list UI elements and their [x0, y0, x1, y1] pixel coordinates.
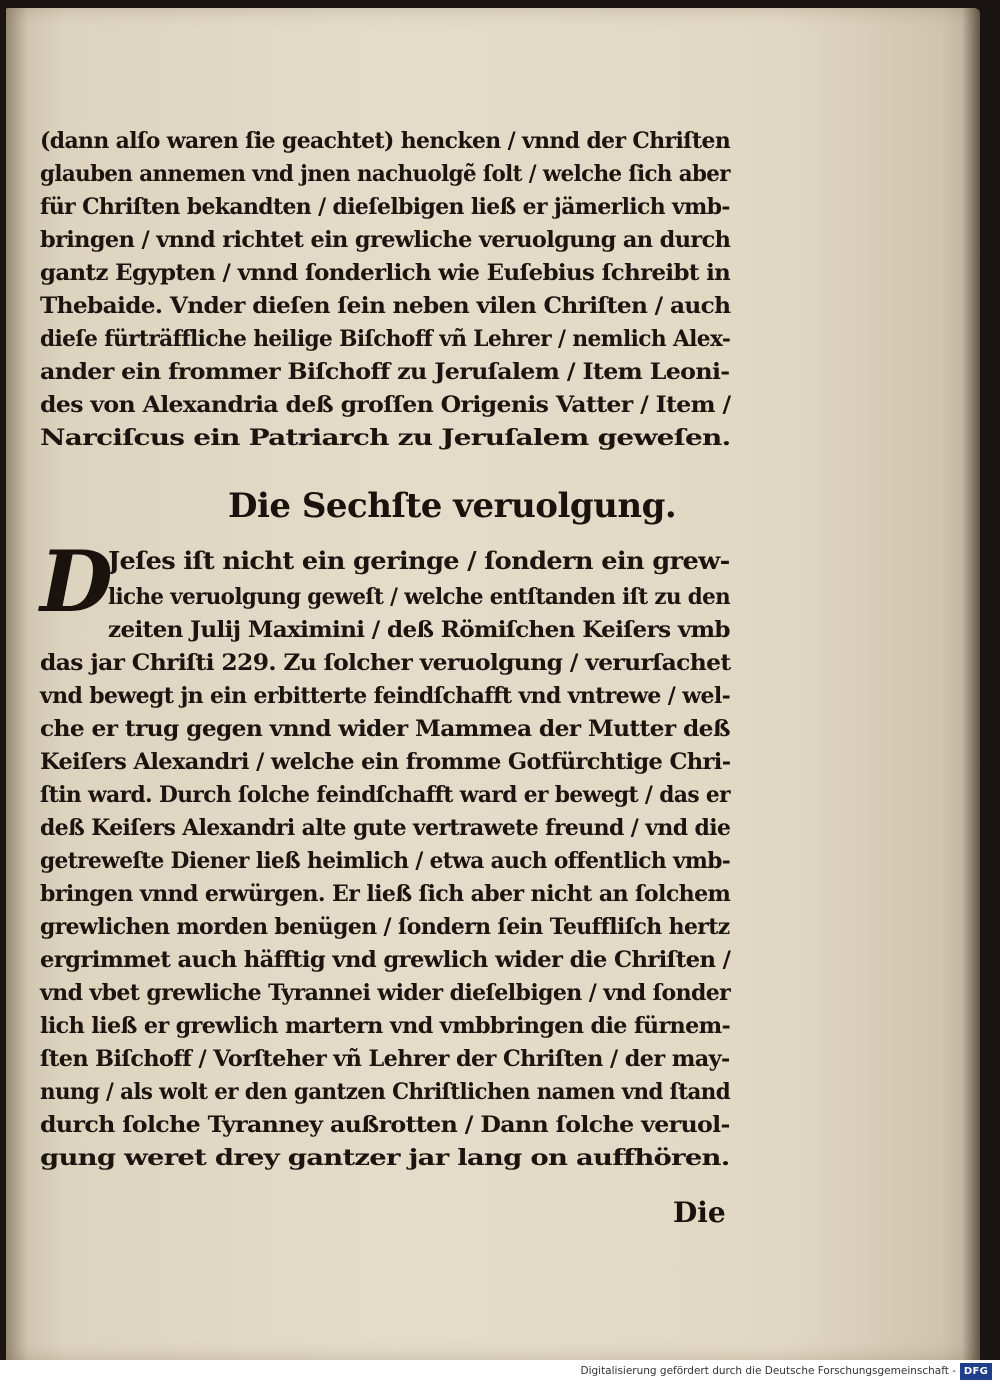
text-line: getreweſte Diener ließ heimlich / etwa auch offentlich vmb- — [40, 848, 731, 874]
text-line: für Chriſten bekandten / dieſelbigen ließ er jämerlich vmb- — [40, 194, 730, 220]
text-line: nung / als wolt er den gantzen Chriſtlichen namen vnd ſtand — [40, 1079, 731, 1105]
catchword: Die — [673, 1196, 726, 1229]
decorated-initial: D — [40, 532, 113, 631]
text-line: vnd bewegt jn ein erbitterte feindſchafft vnd vntrewe / wel- — [40, 683, 731, 709]
text-line: Keiſers Alexandri / welche ein fromme Gotfürchtige Chri- — [40, 749, 731, 775]
text-line: gung weret drey gantzer jar lang on auffhören. — [40, 1145, 730, 1171]
book-page — [6, 8, 980, 1360]
text-line: gantz Egypten / vnnd ſonderlich wie Euſebius ſchreibt in — [40, 260, 731, 286]
dfg-logo: DFG — [960, 1363, 992, 1380]
text-line: lich ließ er grewlich martern vnd vmbbringen die fürnem- — [40, 1013, 731, 1039]
text-line: Narciſcus ein Patriarch zu Jeruſalem geweſen. — [40, 425, 731, 451]
section-heading: Die Sechſte veruolgung. — [228, 486, 677, 526]
text-line: dieſe fürträffliche heilige Biſchoff vñ Lehrer / nemlich Alex- — [40, 326, 731, 352]
text-line: ſten Biſchoff / Vorſteher vñ Lehrer der Chriſten / der may- — [40, 1046, 730, 1072]
text-line: liche veruolgung geweſt / welche entſtanden iſt zu den — [108, 584, 731, 610]
text-line: des von Alexandria deß groſſen Origenis Vatter / Item / — [40, 392, 731, 418]
text-line: (dann alſo waren ſie geachtet) hencken / vnnd der Chriſten — [40, 128, 731, 154]
text-line: ander ein frommer Biſchoff zu Jeruſalem / Item Leoni- — [40, 359, 730, 385]
text-line: vnd vbet grewliche Tyrannei wider dieſelbigen / vnd ſonder — [40, 980, 731, 1006]
text-line: bringen vnnd erwürgen. Er ließ ſich aber nicht an ſolchem — [40, 881, 731, 907]
text-line: zeiten Julij Maximini / deß Römiſchen Keiſers vmb — [108, 617, 730, 643]
footer-bar — [0, 1360, 1000, 1384]
text-line: bringen / vnnd richtet ein grewliche veruolgung an durch — [40, 227, 731, 253]
text-line: grewlichen morden benügen / ſondern ſein Teuffliſch hertz — [40, 914, 730, 940]
text-line: ſtin ward. Durch ſolche feindſchafft ward er bewegt / das er — [40, 782, 730, 808]
text-line: Thebaide. Vnder dieſen ſein neben vilen Chriſten / auch — [40, 293, 731, 319]
text-line: durch ſolche Tyranney außrotten / Dann ſolche veruol- — [40, 1112, 730, 1138]
funding-credit: Digitalisierung gefördert durch die Deutsche Forschungsgemeinschaft - — [580, 1365, 956, 1377]
text-line: ergrimmet auch häfftig vnd grewlich wider die Chriſten / — [40, 947, 731, 973]
text-line: das jar Chriſti 229. Zu ſolcher veruolgung / verurſachet — [40, 650, 731, 676]
text-line: glauben annemen vnd jnen nachuolgẽ ſolt / welche ſich aber — [40, 161, 730, 187]
text-line: che er trug gegen vnnd wider Mammea der Mutter deß — [40, 716, 730, 742]
text-line: deß Keiſers Alexandri alte gute vertrawete freund / vnd die — [40, 815, 731, 841]
text-line: Jeſes iſt nicht ein geringe / ſondern ein grew- — [108, 546, 730, 575]
